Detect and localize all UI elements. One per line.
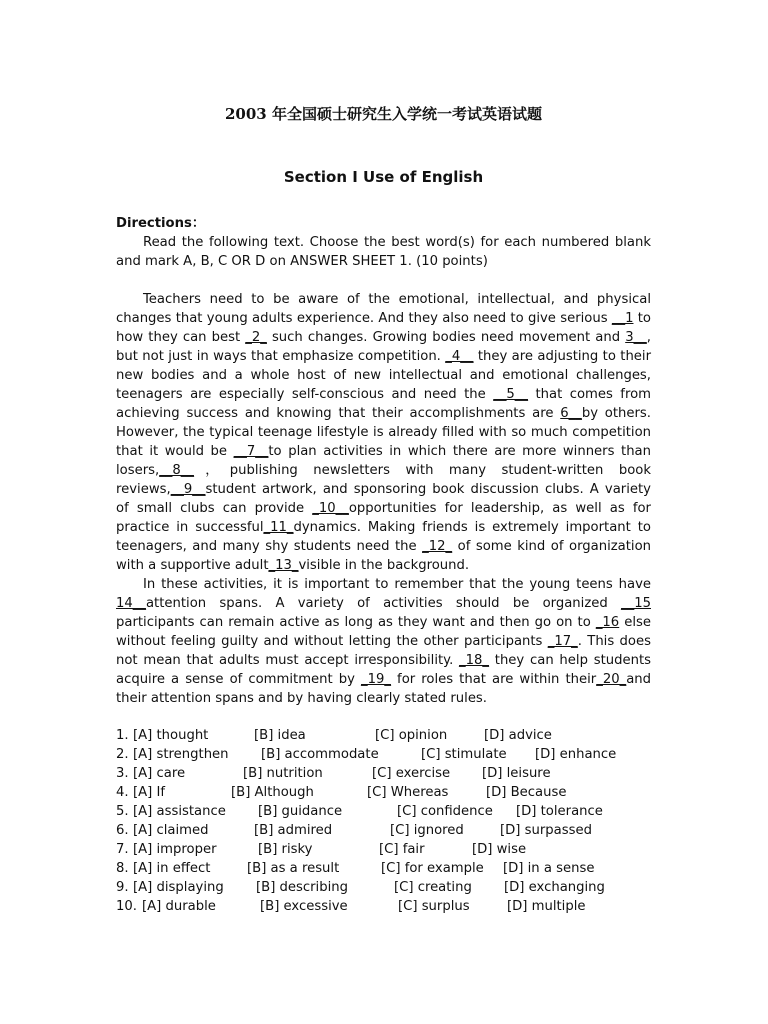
- option-b: [B] Although: [231, 785, 314, 800]
- passage-text: they are adjusting to their new bodies and a whole host of new intellectual and emotional challenges, teenagers are especially self-conscious and need the: [116, 349, 652, 402]
- blank-1: __1: [611, 311, 634, 326]
- passage-text: to plan activities in which there are more winners than losers,: [116, 444, 652, 478]
- blank-15: __15: [621, 596, 651, 611]
- option-row-8: [116, 859, 595, 878]
- blank-3: 3__: [625, 330, 647, 345]
- passage-text: and their attention spans and by having clearly stated rules.: [116, 672, 651, 706]
- passage-text: else without feeling guilty and without letting the other participants: [116, 615, 651, 649]
- option-c: [C] Whereas: [367, 785, 449, 800]
- option-a: [A] assistance: [133, 804, 226, 819]
- passage-text: for roles that are within their: [390, 672, 597, 687]
- passage-text: opportunities for leadership, as well as for practice in successful: [116, 501, 651, 535]
- passage-text: of some kind of organization with a supportive adult: [116, 539, 651, 573]
- option-row-7: [116, 840, 527, 859]
- blank-7: __7__: [233, 444, 269, 459]
- passage-text: to how they can best: [116, 311, 652, 345]
- blank-20: _20_: [596, 672, 627, 687]
- option-d: [D] surpassed: [500, 823, 592, 838]
- option-b: [B] as a result: [247, 861, 340, 876]
- option-b: [B] nutrition: [243, 766, 323, 781]
- blank-16: _16: [595, 615, 620, 630]
- directions-paragraph: Read the following text. Choose the best word(s) for each numbered blank and mark A, B, C OR D on ANSWER SHEET 1. (10 points): [116, 235, 651, 269]
- option-row-2: [116, 745, 617, 764]
- option-b: [B] guidance: [258, 804, 343, 819]
- option-a: [A] in effect: [133, 861, 211, 876]
- option-d: [D] advice: [484, 728, 552, 743]
- option-d: [D] tolerance: [516, 804, 603, 819]
- passage-paragraph-1: [116, 290, 651, 575]
- blank-19: _19_: [361, 672, 391, 687]
- option-d: [D] multiple: [507, 899, 586, 914]
- option-d: [D] Because: [486, 785, 567, 800]
- option-a: [A] strengthen: [133, 747, 229, 762]
- passage-text: ，publishing newsletters with many student-written book reviews,: [116, 463, 651, 497]
- option-a: [A] If: [133, 785, 166, 800]
- option-c: [C] surplus: [398, 899, 470, 914]
- option-c: [C] confidence: [397, 804, 493, 819]
- passage-text: participants can remain active as long as they want and then go on to: [116, 615, 596, 630]
- option-a: [A] improper: [133, 842, 217, 857]
- option-d: [D] exchanging: [504, 880, 605, 895]
- option-number: 8.: [116, 861, 129, 876]
- option-number: 6.: [116, 823, 129, 838]
- option-c: [C] for example: [381, 861, 484, 876]
- option-number: 4.: [116, 785, 129, 800]
- passage-text: they can help students acquire a sense of commitment by: [116, 653, 651, 687]
- passage-text: such changes. Growing bodies need movement and: [266, 330, 626, 345]
- option-a: [A] displaying: [133, 880, 224, 895]
- option-row-5: [116, 802, 603, 821]
- option-row-9: [116, 878, 605, 897]
- section-title: Section I Use of English: [283, 168, 484, 186]
- option-number: 3.: [116, 766, 129, 781]
- option-c: [C] opinion: [375, 728, 448, 743]
- passage-text: Teachers need to be aware of the emotional, intellectual, and physical changes that young adults experience. And they also need to give serious: [116, 292, 651, 326]
- option-b: [B] risky: [258, 842, 313, 857]
- passage-text: student artwork, and sponsoring book discussion clubs. A variety of small clubs can provide: [116, 482, 651, 516]
- option-b: [B] describing: [256, 880, 348, 895]
- blank-4: _4__: [445, 349, 474, 364]
- reading-passage: [116, 290, 651, 708]
- passage-text: dynamics. Making friends is extremely important to teenagers, and many shy students need the: [116, 520, 651, 554]
- option-b: [B] excessive: [260, 899, 348, 914]
- blank-11: _11_: [263, 520, 294, 535]
- option-c: [C] fair: [379, 842, 425, 857]
- directions-text: [116, 233, 651, 271]
- blank-9: __9__: [170, 482, 206, 497]
- passage-text: by others. However, the typical teenage lifestyle is already filled with so much competition that it would be: [116, 406, 651, 459]
- option-b: [B] idea: [254, 728, 306, 743]
- option-c: [C] exercise: [372, 766, 451, 781]
- page-title: 2003 年全国硕士研究生入学统一考试英语试题: [225, 105, 542, 123]
- passage-paragraph-2: [116, 575, 651, 708]
- passage-text: that comes from achieving success and knowing that their accomplishments are: [116, 387, 651, 421]
- option-number: 1.: [116, 728, 129, 743]
- answer-options: [116, 726, 617, 916]
- blank-18: _18_: [459, 653, 490, 668]
- option-a: [A] thought: [133, 728, 209, 743]
- option-row-1: [116, 726, 552, 745]
- option-c: [C] creating: [394, 880, 472, 895]
- blank-10: _10__: [312, 501, 349, 516]
- passage-text: attention spans. A variety of activities should be organized: [145, 596, 622, 611]
- option-number: 7.: [116, 842, 129, 857]
- option-d: [D] wise: [472, 842, 527, 857]
- blank-2: _2_: [245, 330, 267, 345]
- passage-text: visible in the background.: [298, 558, 470, 573]
- option-b: [B] admired: [254, 823, 333, 838]
- directions-label: Directions：: [116, 216, 206, 231]
- passage-text: . This does not mean that adults must accept irresponsibility.: [116, 634, 651, 668]
- option-number: 5.: [116, 804, 129, 819]
- option-d: [D] in a sense: [503, 861, 595, 876]
- option-row-6: [116, 821, 592, 840]
- option-a: [A] care: [133, 766, 186, 781]
- option-b: [B] accommodate: [261, 747, 379, 762]
- blank-14: 14__: [116, 596, 146, 611]
- option-number: 10.: [116, 899, 137, 914]
- blank-13: _13_: [268, 558, 299, 573]
- passage-text: , but not just in ways that emphasize competition.: [116, 330, 651, 364]
- option-d: [D] enhance: [535, 747, 617, 762]
- blank-12: _12_: [422, 539, 453, 554]
- option-a: [A] durable: [142, 899, 216, 914]
- blank-5: __5__: [493, 387, 528, 402]
- passage-text: In these activities, it is important to remember that the young teens have: [143, 577, 651, 592]
- option-d: [D] leisure: [482, 766, 551, 781]
- option-c: [C] stimulate: [421, 747, 507, 762]
- option-c: [C] ignored: [390, 823, 464, 838]
- option-row-10: [116, 897, 586, 916]
- blank-6: 6__: [560, 406, 582, 421]
- blank-8: __8__: [159, 463, 194, 478]
- option-number: 2.: [116, 747, 129, 762]
- option-row-4: [116, 783, 567, 802]
- option-row-3: [116, 764, 551, 783]
- blank-17: _17_: [547, 634, 578, 649]
- option-a: [A] claimed: [133, 823, 209, 838]
- option-number: 9.: [116, 880, 129, 895]
